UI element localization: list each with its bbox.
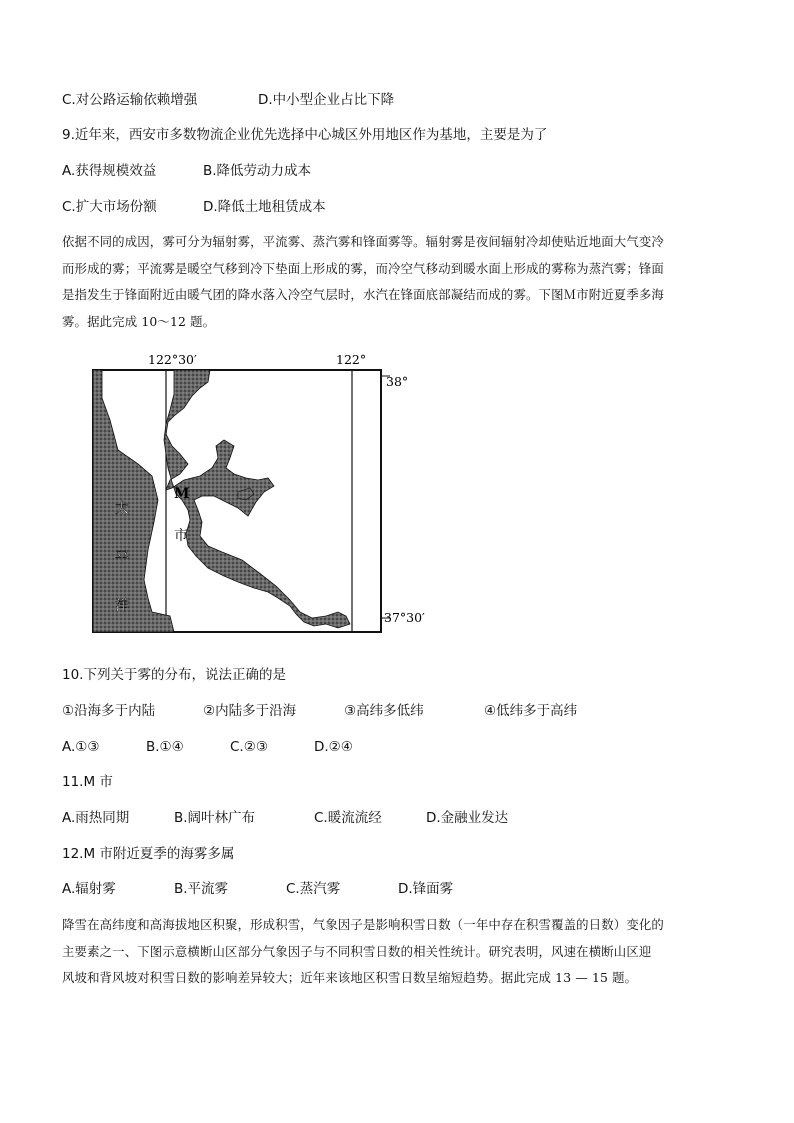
- ocean-char: 洋: [115, 598, 129, 614]
- q11-option-b: B.阔叶林广布: [174, 810, 256, 826]
- q10-item: ①沿海多于内陆: [62, 703, 156, 719]
- ocean-char: 平: [115, 550, 129, 566]
- passage-line: 雾。据此完成 10～12 题。: [62, 313, 216, 329]
- q10-option-d: D.②④: [314, 739, 353, 755]
- q10-item: ④低纬多于高纬: [484, 703, 578, 719]
- passage-line: 是指发生于锋面附近由暖气团的降水落入冷空气层时，水汽在锋面底部凝结而成的雾。下图Ｍ市附近夏季多海: [62, 287, 664, 302]
- q9-option-d: D.降低土地租赁成本: [203, 199, 326, 215]
- q10-option-a: A.①③: [62, 739, 100, 755]
- q12-option-b: B.平流雾: [174, 881, 229, 897]
- ocean-char: 太: [115, 501, 129, 517]
- latitude-label-bottom: 37°30′: [384, 610, 425, 625]
- q11-option-a: A.雨热同期: [62, 810, 130, 826]
- passage-line: 依据不同的成因，雾可分为辐射雾，平流雾、蒸汽雾和锋面雾等。辐射雾是夜间辐射冷却使贴近地面大气变冷: [62, 234, 664, 249]
- q8-option-d: D.中小型企业占比下降: [258, 92, 395, 108]
- m-city-map: [88, 350, 468, 640]
- q12-option-c: C.蒸汽雾: [286, 881, 341, 897]
- fog-passage: [62, 229, 732, 335]
- passage-line: 风坡和背风坡对积雪日数的影响差异较大；近年来该地区积雪日数呈缩短趋势。据此完成 13 — 15 题。: [62, 970, 638, 985]
- q9-option-a: A.获得规模效益: [62, 163, 157, 179]
- city-char: 市: [174, 528, 188, 544]
- passage-line: 主要素之一、下图示意横断山区部分气象因子与不同积雪日数的相关性统计。研究表明，风速在横断山区迎: [62, 943, 652, 959]
- q10-option-c: C.②③: [230, 739, 268, 755]
- longitude-label-left: 122°30′: [148, 352, 197, 367]
- q9-option-c: C.扩大市场份额: [62, 199, 157, 215]
- passage-line: 降雪在高纬度和高海拔地区积聚，形成积雪，气象因子是影响积雪日数（一年中存在积雪覆盖的日数）变化的: [62, 917, 664, 932]
- q12-stem: 12.M 市附近夏季的海雾多属: [62, 846, 235, 862]
- land-peninsula: [164, 370, 350, 628]
- q9-stem: 9.近年来，西安市多数物流企业优先选择中心城区外用地区作为基地，主要是为了: [62, 127, 548, 143]
- q12-option-a: A.辐射雾: [62, 881, 116, 897]
- q12-option-d: D.锋面雾: [398, 881, 454, 897]
- q10-stem: 10.下列关于雾的分布，说法正确的是: [62, 667, 286, 683]
- q11-stem: 11.M 市: [62, 774, 113, 790]
- q8-option-c: C.对公路运输依赖增强: [62, 92, 198, 108]
- passage-line: 而形成的雾；平流雾是暖空气移到冷下垫面上形成的雾，而冷空气移动到暖水面上形成的雾称为蒸汽雾；锋面: [62, 260, 664, 276]
- q10-item: ③高纬多低纬: [344, 703, 424, 719]
- latitude-label-top: 38°: [386, 374, 409, 389]
- city-letter: M: [174, 486, 190, 502]
- land-west: [93, 370, 174, 632]
- q10-option-b: B.①④: [146, 739, 184, 755]
- q11-option-c: C.暖流流经: [314, 810, 382, 826]
- longitude-label-right: 122°: [336, 352, 367, 367]
- snow-passage: [62, 912, 732, 992]
- q9-option-b: B.降低劳动力成本: [203, 163, 312, 179]
- q11-option-d: D.金融业发达: [426, 810, 509, 826]
- q10-item: ②内陆多于沿海: [203, 703, 297, 719]
